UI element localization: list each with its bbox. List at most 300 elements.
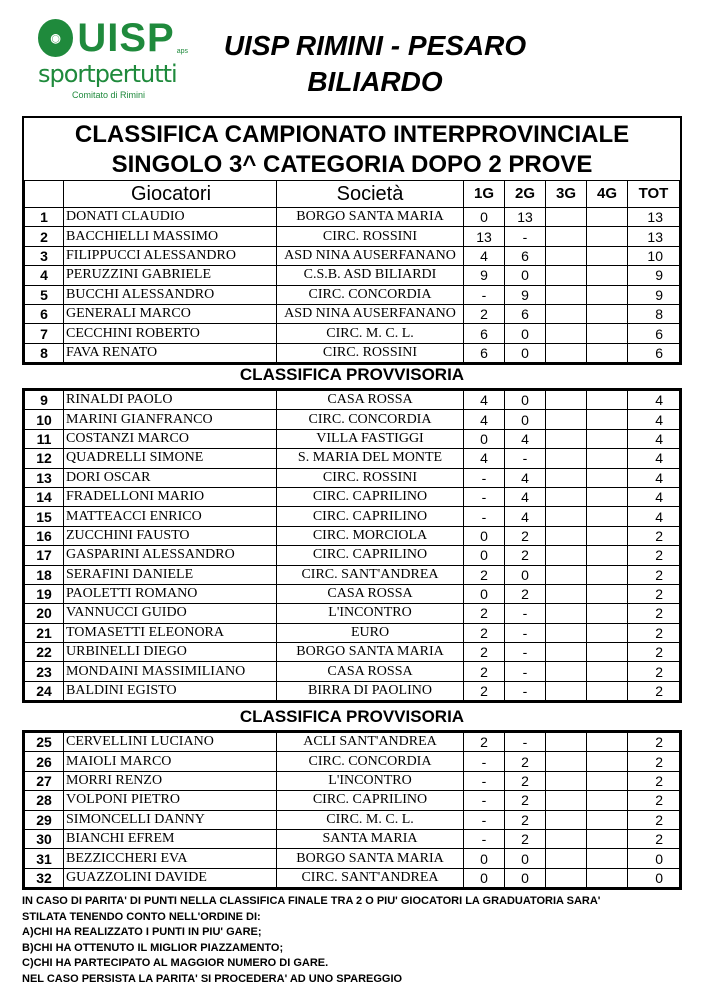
cell-1g: 4 (464, 449, 505, 468)
ranking-box-2 (22, 388, 682, 703)
cell-position: 19 (25, 584, 64, 603)
cell-2g: - (505, 623, 546, 642)
cell-2g: 2 (505, 584, 546, 603)
cell-4g (587, 227, 628, 246)
cell-club: CASA ROSSA (277, 391, 464, 410)
cell-3g (546, 449, 587, 468)
ranking-box-3 (22, 730, 682, 890)
cell-2g: 4 (505, 487, 546, 506)
cell-position: 11 (25, 429, 64, 448)
cell-2g: - (505, 643, 546, 662)
cell-club: CASA ROSSA (277, 584, 464, 603)
cell-player: DORI OSCAR (64, 468, 277, 487)
table-row (25, 429, 680, 448)
note-line: STILATA TENENDO CONTO NELL'ORDINE DI: (22, 910, 261, 923)
cell-player: BACCHIELLI MASSIMO (64, 227, 277, 246)
cell-1g: 0 (464, 868, 505, 887)
cell-tot: 9 (628, 266, 680, 285)
cell-player: QUADRELLI SIMONE (64, 449, 277, 468)
cell-2g: 9 (505, 285, 546, 304)
ranking-title (24, 118, 680, 180)
cell-tot: 4 (628, 429, 680, 448)
note-line: C)CHI HA PARTECIPATO AL MAGGIOR NUMERO DI GARE. (22, 957, 329, 970)
cell-tot: 6 (628, 324, 680, 343)
ranking-title-line2: SINGOLO 3^ CATEGORIA DOPO 2 PROVE (111, 151, 593, 178)
cell-4g (587, 208, 628, 227)
cell-position: 9 (25, 391, 64, 410)
cell-club: BIRRA DI PAOLINO (277, 681, 464, 700)
cell-tot: 10 (628, 246, 680, 265)
cell-2g: - (505, 662, 546, 681)
cell-club: CASA ROSSA (277, 662, 464, 681)
cell-1g: 0 (464, 526, 505, 545)
cell-1g: - (464, 285, 505, 304)
logo-slogan: sportpertutti (38, 60, 177, 88)
cell-player: CECCHINI ROBERTO (64, 324, 277, 343)
cell-4g (587, 324, 628, 343)
col-header-3g: 3G (546, 181, 587, 208)
cell-tot: 4 (628, 507, 680, 526)
cell-3g (546, 791, 587, 810)
cell-1g: 2 (464, 662, 505, 681)
cell-club: CIRC. ROSSINI (277, 468, 464, 487)
cell-3g (546, 391, 587, 410)
table-row (25, 449, 680, 468)
cell-club: ASD NINA AUSERFANANO (277, 246, 464, 265)
section2-label: CLASSIFICA PROVVISORIA (239, 365, 465, 384)
cell-position: 30 (25, 829, 64, 848)
cell-tot: 4 (628, 487, 680, 506)
cell-club: CIRC. MORCIOLA (277, 526, 464, 545)
cell-3g (546, 507, 587, 526)
cell-2g: 0 (505, 868, 546, 887)
cell-position: 12 (25, 449, 64, 468)
cell-player: FILIPPUCCI ALESSANDRO (64, 246, 277, 265)
cell-club: CIRC. CAPRILINO (277, 487, 464, 506)
cell-tot: 8 (628, 304, 680, 323)
cell-position: 20 (25, 604, 64, 623)
col-header-2g: 2G (505, 181, 546, 208)
cell-3g (546, 246, 587, 265)
cell-4g (587, 410, 628, 429)
cell-position: 17 (25, 546, 64, 565)
cell-4g (587, 849, 628, 868)
table-row (25, 662, 680, 681)
cell-2g: 0 (505, 565, 546, 584)
cell-1g: 13 (464, 227, 505, 246)
cell-position: 7 (25, 324, 64, 343)
cell-2g: 6 (505, 304, 546, 323)
cell-1g: 4 (464, 246, 505, 265)
cell-position: 31 (25, 849, 64, 868)
cell-player: BALDINI EGISTO (64, 681, 277, 700)
cell-position: 28 (25, 791, 64, 810)
logo-brand: UISP (77, 16, 175, 60)
header-line2: BILIARDO (307, 66, 443, 97)
cell-club: BORGO SANTA MARIA (277, 643, 464, 662)
cell-2g: 2 (505, 546, 546, 565)
table-row (25, 733, 680, 752)
cell-4g (587, 246, 628, 265)
cell-2g: 2 (505, 752, 546, 771)
cell-tot: 2 (628, 791, 680, 810)
cell-club: CIRC. SANT'ANDREA (277, 565, 464, 584)
cell-1g: 4 (464, 410, 505, 429)
cell-position: 14 (25, 487, 64, 506)
cell-tot: 4 (628, 449, 680, 468)
table-row (25, 343, 680, 362)
cell-player: RINALDI PAOLO (64, 391, 277, 410)
table-row (25, 643, 680, 662)
cell-3g (546, 324, 587, 343)
cell-3g (546, 546, 587, 565)
cell-1g: - (464, 468, 505, 487)
table-row (25, 681, 680, 700)
table-row (25, 623, 680, 642)
cell-1g: 0 (464, 546, 505, 565)
cell-1g: - (464, 829, 505, 848)
cell-position: 5 (25, 285, 64, 304)
cell-club: EURO (277, 623, 464, 642)
ranking-table-1 (24, 180, 680, 363)
cell-position: 2 (25, 227, 64, 246)
cell-4g (587, 868, 628, 887)
cell-3g (546, 771, 587, 790)
cell-player: MATTEACCI ENRICO (64, 507, 277, 526)
cell-player: VOLPONI PIETRO (64, 791, 277, 810)
cell-3g (546, 565, 587, 584)
cell-1g: 2 (464, 643, 505, 662)
cell-3g (546, 304, 587, 323)
cell-player: BIANCHI EFREM (64, 829, 277, 848)
cell-3g (546, 662, 587, 681)
cell-position: 18 (25, 565, 64, 584)
cell-4g (587, 752, 628, 771)
cell-2g: 4 (505, 429, 546, 448)
cell-position: 15 (25, 507, 64, 526)
cell-club: ACLI SANT'ANDREA (277, 733, 464, 752)
cell-3g (546, 266, 587, 285)
cell-club: ASD NINA AUSERFANANO (277, 304, 464, 323)
cell-club: SANTA MARIA (277, 829, 464, 848)
cell-club: CIRC. CONCORDIA (277, 752, 464, 771)
cell-3g (546, 868, 587, 887)
cell-tot: 13 (628, 227, 680, 246)
cell-position: 23 (25, 662, 64, 681)
cell-4g (587, 546, 628, 565)
cell-player: URBINELLI DIEGO (64, 643, 277, 662)
cell-3g (546, 526, 587, 545)
cell-tot: 2 (628, 643, 680, 662)
table-row (25, 584, 680, 603)
cell-3g (546, 681, 587, 700)
cell-2g: 0 (505, 266, 546, 285)
note-line: NEL CASO PERSISTA LA PARITA' SI PROCEDERA' AD UNO SPAREGGIO (22, 972, 403, 985)
cell-3g (546, 584, 587, 603)
cell-1g: 9 (464, 266, 505, 285)
page-header (195, 28, 555, 100)
cell-player: SIMONCELLI DANNY (64, 810, 277, 829)
cell-player: MONDAINI MASSIMILIANO (64, 662, 277, 681)
uisp-logo (38, 18, 188, 114)
cell-3g (546, 752, 587, 771)
cell-1g: - (464, 771, 505, 790)
cell-tot: 9 (628, 285, 680, 304)
cell-4g (587, 391, 628, 410)
ranking-main-box (22, 116, 682, 365)
cell-tot: 6 (628, 343, 680, 362)
cell-2g: 4 (505, 468, 546, 487)
cell-3g (546, 487, 587, 506)
table-row (25, 507, 680, 526)
cell-4g (587, 565, 628, 584)
cell-2g: - (505, 227, 546, 246)
cell-1g: 6 (464, 324, 505, 343)
cell-player: CERVELLINI LUCIANO (64, 733, 277, 752)
cell-2g: 2 (505, 829, 546, 848)
cell-4g (587, 662, 628, 681)
cell-player: SERAFINI DANIELE (64, 565, 277, 584)
cell-tot: 2 (628, 604, 680, 623)
cell-position: 10 (25, 410, 64, 429)
cell-tot: 2 (628, 565, 680, 584)
table-row (25, 468, 680, 487)
cell-club: CIRC. CONCORDIA (277, 285, 464, 304)
cell-club: L'INCONTRO (277, 771, 464, 790)
table-row (25, 246, 680, 265)
cell-player: GASPARINI ALESSANDRO (64, 546, 277, 565)
cell-player: DONATI CLAUDIO (64, 208, 277, 227)
cell-3g (546, 829, 587, 848)
cell-player: MARINI GIANFRANCO (64, 410, 277, 429)
cell-4g (587, 487, 628, 506)
cell-2g: 0 (505, 324, 546, 343)
cell-tot: 2 (628, 733, 680, 752)
cell-2g: - (505, 449, 546, 468)
cell-2g: - (505, 733, 546, 752)
cell-1g: 4 (464, 391, 505, 410)
ranking-title-line1: CLASSIFICA CAMPIONATO INTERPROVINCIALE (74, 121, 630, 148)
cell-3g (546, 227, 587, 246)
cell-club: CIRC. ROSSINI (277, 227, 464, 246)
cell-2g: 13 (505, 208, 546, 227)
cell-2g: - (505, 604, 546, 623)
cell-club: CIRC. CAPRILINO (277, 791, 464, 810)
cell-player: TOMASETTI ELEONORA (64, 623, 277, 642)
table-row (25, 565, 680, 584)
cell-position: 16 (25, 526, 64, 545)
cell-4g (587, 623, 628, 642)
cell-club: VILLA FASTIGGI (277, 429, 464, 448)
table-row (25, 849, 680, 868)
cell-2g: 2 (505, 526, 546, 545)
cell-player: PERUZZINI GABRIELE (64, 266, 277, 285)
cell-3g (546, 733, 587, 752)
cell-2g: 2 (505, 791, 546, 810)
cell-4g (587, 449, 628, 468)
cell-tot: 2 (628, 526, 680, 545)
cell-1g: 2 (464, 565, 505, 584)
cell-club: CIRC. CONCORDIA (277, 410, 464, 429)
cell-club: L'INCONTRO (277, 604, 464, 623)
table-row (25, 546, 680, 565)
cell-2g: 0 (505, 410, 546, 429)
uisp-emblem-icon: ◉ (38, 19, 73, 57)
col-header-tot: TOT (628, 181, 680, 208)
cell-club: C.S.B. ASD BILIARDI (277, 266, 464, 285)
cell-club: CIRC. M. C. L. (277, 810, 464, 829)
table-row (25, 266, 680, 285)
cell-position: 32 (25, 868, 64, 887)
logo-aps: aps (176, 47, 188, 55)
table-row (25, 771, 680, 790)
cell-position: 6 (25, 304, 64, 323)
cell-position: 4 (25, 266, 64, 285)
cell-2g: 0 (505, 343, 546, 362)
table-row (25, 868, 680, 887)
cell-tot: 2 (628, 546, 680, 565)
cell-position: 22 (25, 643, 64, 662)
ranking-table-2 (24, 390, 680, 701)
cell-tot: 2 (628, 771, 680, 790)
cell-player: MORRI RENZO (64, 771, 277, 790)
table-row (25, 810, 680, 829)
cell-1g: - (464, 507, 505, 526)
table-row (25, 829, 680, 848)
cell-player: VANNUCCI GUIDO (64, 604, 277, 623)
cell-4g (587, 643, 628, 662)
header-line1: UISP RIMINI - PESARO (223, 30, 527, 61)
table-row (25, 324, 680, 343)
table-row (25, 227, 680, 246)
cell-3g (546, 623, 587, 642)
cell-club: CIRC. ROSSINI (277, 343, 464, 362)
tiebreak-notes (22, 894, 692, 988)
cell-tot: 2 (628, 623, 680, 642)
cell-player: BUCCHI ALESSANDRO (64, 285, 277, 304)
cell-4g (587, 791, 628, 810)
cell-3g (546, 810, 587, 829)
cell-tot: 2 (628, 681, 680, 700)
cell-1g: 0 (464, 849, 505, 868)
cell-1g: 2 (464, 623, 505, 642)
cell-tot: 2 (628, 829, 680, 848)
cell-3g (546, 208, 587, 227)
cell-4g (587, 604, 628, 623)
table-row (25, 208, 680, 227)
cell-4g (587, 733, 628, 752)
cell-position: 13 (25, 468, 64, 487)
note-line: B)CHI HA OTTENUTO IL MIGLIOR PIAZZAMENTO; (22, 941, 284, 954)
cell-player: MAIOLI MARCO (64, 752, 277, 771)
cell-1g: - (464, 752, 505, 771)
cell-2g: - (505, 681, 546, 700)
cell-1g: - (464, 791, 505, 810)
cell-club: S. MARIA DEL MONTE (277, 449, 464, 468)
cell-position: 27 (25, 771, 64, 790)
table-header-row (25, 181, 680, 208)
cell-position: 8 (25, 343, 64, 362)
cell-player: PAOLETTI ROMANO (64, 584, 277, 603)
cell-3g (546, 604, 587, 623)
cell-position: 21 (25, 623, 64, 642)
cell-tot: 4 (628, 391, 680, 410)
cell-tot: 0 (628, 868, 680, 887)
logo-committee: Comitato di Rimini (72, 90, 146, 100)
col-header-position (25, 181, 64, 208)
cell-4g (587, 266, 628, 285)
cell-club: CIRC. CAPRILINO (277, 546, 464, 565)
cell-4g (587, 343, 628, 362)
cell-tot: 4 (628, 410, 680, 429)
cell-1g: 0 (464, 584, 505, 603)
cell-tot: 2 (628, 752, 680, 771)
table-row (25, 752, 680, 771)
cell-2g: 0 (505, 391, 546, 410)
cell-3g (546, 429, 587, 448)
cell-player: BEZZICCHERI EVA (64, 849, 277, 868)
cell-3g (546, 849, 587, 868)
table-row (25, 410, 680, 429)
table-row (25, 391, 680, 410)
table-row (25, 285, 680, 304)
table-row (25, 791, 680, 810)
cell-4g (587, 810, 628, 829)
cell-4g (587, 468, 628, 487)
table-row (25, 526, 680, 545)
cell-4g (587, 771, 628, 790)
note-line: A)CHI HA REALIZZATO I PUNTI IN PIU' GARE; (22, 926, 262, 939)
col-header-1g: 1G (464, 181, 505, 208)
cell-club: CIRC. CAPRILINO (277, 507, 464, 526)
col-header-club: Società (277, 181, 464, 208)
cell-3g (546, 468, 587, 487)
cell-4g (587, 304, 628, 323)
cell-4g (587, 584, 628, 603)
table-row (25, 304, 680, 323)
cell-player: GUAZZOLINI DAVIDE (64, 868, 277, 887)
cell-club: BORGO SANTA MARIA (277, 208, 464, 227)
cell-player: COSTANZI MARCO (64, 429, 277, 448)
cell-position: 1 (25, 208, 64, 227)
ranking-table-3 (24, 732, 680, 888)
cell-club: CIRC. SANT'ANDREA (277, 868, 464, 887)
cell-3g (546, 410, 587, 429)
cell-1g: 2 (464, 733, 505, 752)
cell-tot: 2 (628, 662, 680, 681)
cell-position: 24 (25, 681, 64, 700)
cell-2g: 6 (505, 246, 546, 265)
note-line: IN CASO DI PARITA' DI PUNTI NELLA CLASSIFICA FINALE TRA 2 O PIU' GIOCATORI LA GRADUATORIA SARA' (22, 895, 601, 907)
cell-1g: 2 (464, 304, 505, 323)
cell-club: CIRC. M. C. L. (277, 324, 464, 343)
cell-1g: - (464, 487, 505, 506)
col-header-players: Giocatori (64, 181, 277, 208)
cell-4g (587, 829, 628, 848)
cell-1g: 2 (464, 681, 505, 700)
cell-1g: 0 (464, 208, 505, 227)
cell-2g: 2 (505, 771, 546, 790)
cell-4g (587, 285, 628, 304)
cell-1g: 0 (464, 429, 505, 448)
cell-position: 26 (25, 752, 64, 771)
cell-2g: 4 (505, 507, 546, 526)
cell-tot: 4 (628, 468, 680, 487)
cell-3g (546, 343, 587, 362)
cell-club: BORGO SANTA MARIA (277, 849, 464, 868)
cell-position: 3 (25, 246, 64, 265)
cell-1g: 2 (464, 604, 505, 623)
